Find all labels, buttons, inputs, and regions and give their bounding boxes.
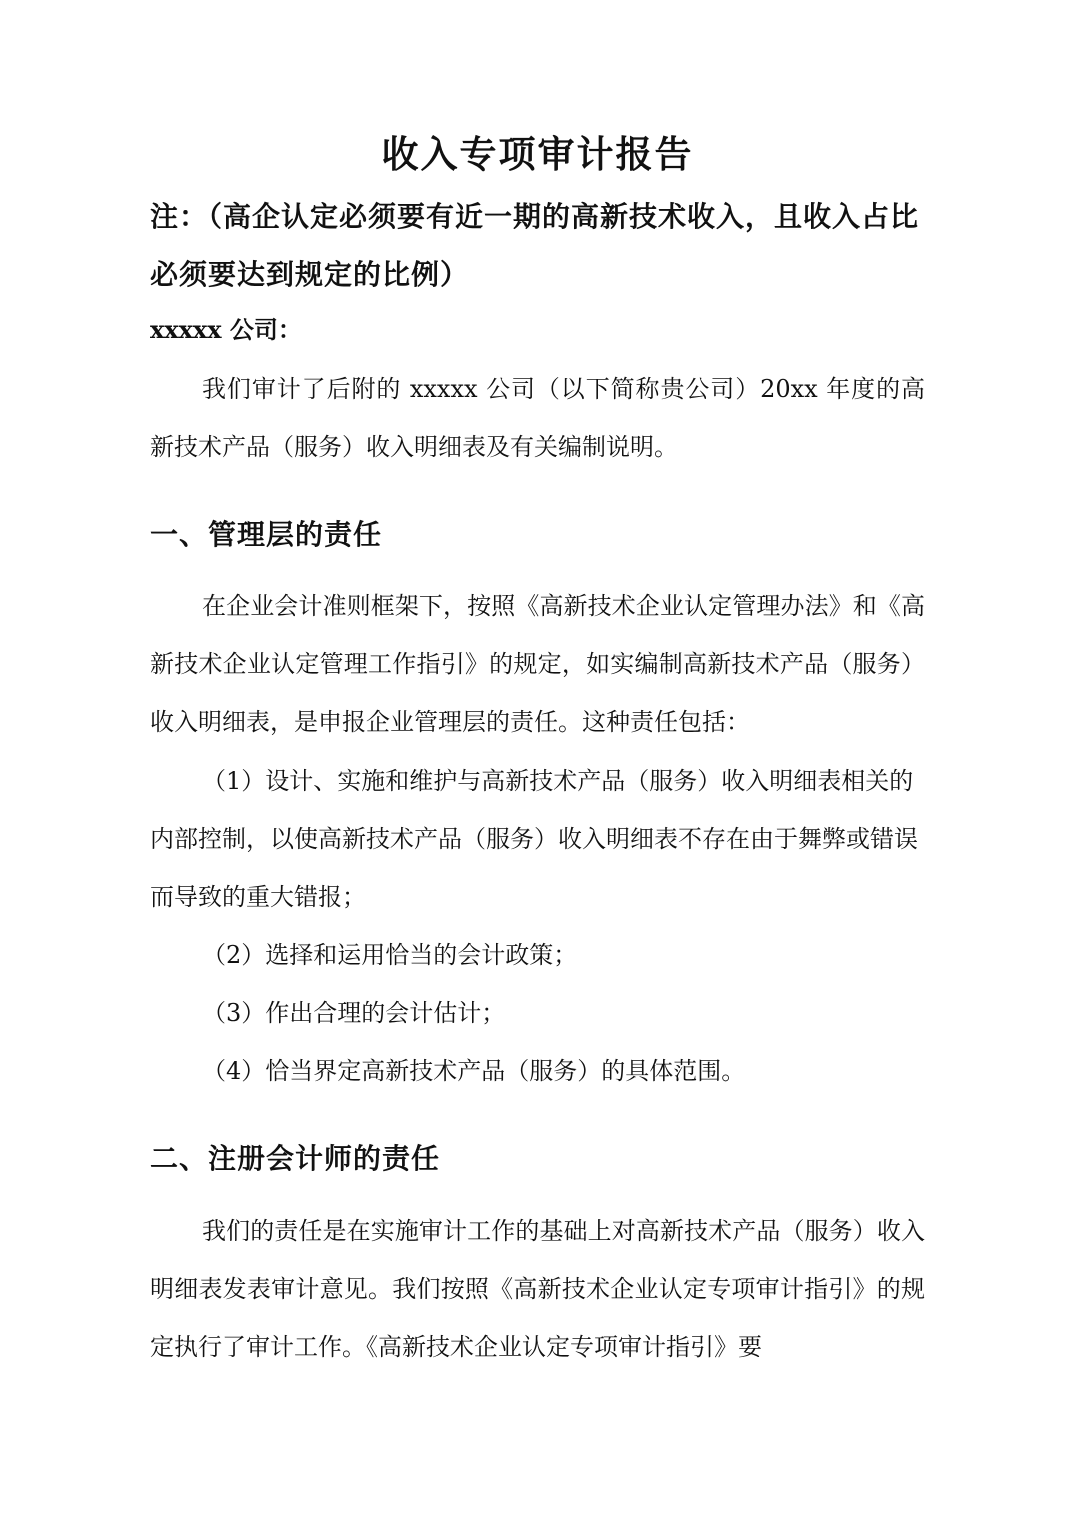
section1-heading: 一、管理层的责任 — [150, 518, 383, 551]
section1-item-4: （4）恰当界定高新技术产品（服务）的具体范围。 — [202, 1057, 746, 1085]
document-page — [150, 0, 925, 1537]
section2-paragraph: 我们的责任是在实施审计工作的基础上对高新技术产品（服务）收入明细表发表审计意见。我们按照《高新技术企业认定专项审计指引》的规定执行了审计工作。《高新技术企业认定专项审计指引》要 — [150, 1217, 925, 1361]
intro-paragraph: 我们审计了后附的 xxxxx 公司（以下简称贵公司）20xx 年度的高新技术产品（服务）收入明细表及有关编制说明。 — [150, 375, 925, 461]
section1-paragraph: 在企业会计准则框架下，按照《高新技术企业认定管理办法》和《高新技术企业认定管理工作指引》的规定，如实编制高新技术产品（服务）收入明细表，是申报企业管理层的责任。这种责任包括： — [150, 592, 925, 736]
section1-item-2: （2）选择和运用恰当的会计政策； — [202, 941, 578, 969]
section1-item-3: （3）作出合理的会计估计； — [202, 999, 506, 1027]
salutation: xxxxx 公司： — [150, 315, 302, 344]
section2-heading: 二、注册会计师的责任 — [150, 1142, 441, 1175]
section1-item-1: （1）设计、实施和维护与高新技术产品（服务）收入明细表相关的内部控制，以使高新技术产品（服务）收入明细表不存在由于舞弊或错误而导致的重大错报； — [150, 767, 918, 911]
note-text: 注：（高企认定必须要有近一期的高新技术收入，且收入占比必须要达到规定的比例） — [150, 200, 920, 291]
document-title: 收入专项审计报告 — [381, 133, 694, 176]
